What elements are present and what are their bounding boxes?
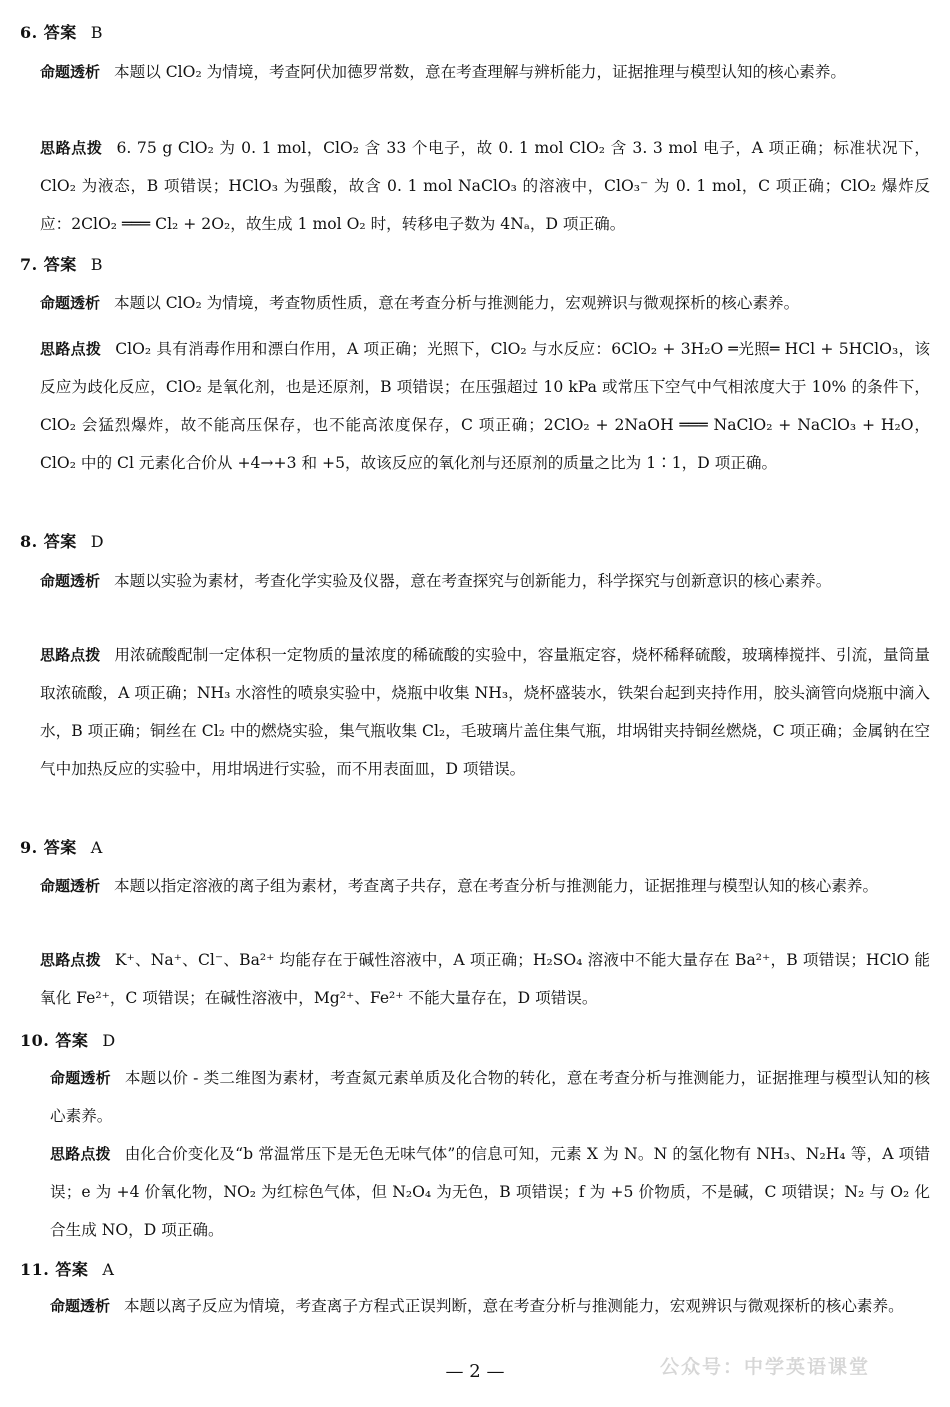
analysis-text: 本题以实验为素材，考查化学实验及仪器，意在考查探究与创新能力，科学探究与创新意识的核心素养。	[114, 572, 832, 590]
watermark: 公众号：中学英语课堂	[660, 1356, 871, 1378]
question-8-title: 8. 答案	[20, 532, 77, 551]
question-10-answer: D	[102, 1031, 116, 1050]
solution-label: 思路点拨	[40, 139, 103, 157]
question-7-title: 7. 答案	[20, 255, 77, 274]
question-7-solution	[40, 330, 930, 482]
question-6-title: 6. 答案	[20, 23, 77, 42]
question-11-analysis	[50, 1287, 930, 1325]
analysis-label: 命题透析	[50, 1297, 111, 1315]
analysis-text: 本题以 ClO₂ 为情境，考查阿伏加德罗常数，意在考查理解与辨析能力，证据推理与模型认知的核心素养。	[114, 63, 847, 81]
solution-text: 用浓硫酸配制一定体积一定物质的量浓度的稀硫酸的实验中，容量瓶定容，烧杯稀释硫酸，玻璃棒搅拌、引流，量筒量取浓硫酸，A 项正确；NH₃ 水溶性的喷泉实验中，烧瓶中收集 NH₃，烧杯盛装水，铁架台起到夹持作用，胶头滴管向烧瓶中滴入水，B 项正确；铜丝在 Cl₂ 中的燃烧实验，集气瓶收集 Cl₂，毛玻璃片盖住集气瓶，坩埚钳夹持铜丝燃烧，C 项正确；金属钠在空气中加热反应的实验中，用坩埚进行实验，而不用表面皿，D 项错误。	[40, 646, 930, 778]
question-10-title: 10. 答案	[20, 1031, 89, 1050]
analysis-label: 命题透析	[50, 1069, 111, 1087]
question-11-answer: A	[102, 1260, 115, 1279]
analysis-label: 命题透析	[40, 294, 101, 312]
solution-label: 思路点拨	[40, 340, 102, 358]
question-9-answer: A	[90, 838, 103, 857]
question-9-analysis	[40, 867, 930, 905]
page-number: — 2 —	[445, 1361, 505, 1382]
solution-label: 思路点拨	[40, 951, 101, 969]
question-8-analysis	[40, 562, 930, 600]
question-6-answer: B	[90, 23, 104, 42]
question-9-solution	[40, 941, 930, 1017]
solution-text: 6. 75 g ClO₂ 为 0. 1 mol，ClO₂ 含 33 个电子，故 0. 1 mol ClO₂ 含 3. 3 mol 电子，A 项正确；标准状况下，ClO₂ 为液态，B 项错误；HClO₃ 为强酸，故含 0. 1 mol NaClO₃ 的溶液中，ClO₃⁻ 为 0. 1 mol，C 项正确；ClO₂ 爆炸反应：2ClO₂ ═══ Cl₂ + 2O₂，故生成 1 mol O₂ 时，转移电子数为 4Nₐ，D 项正确。	[40, 139, 930, 233]
question-8-solution	[40, 636, 930, 788]
analysis-label: 命题透析	[40, 63, 101, 81]
solution-label: 思路点拨	[40, 646, 101, 664]
question-10-header	[20, 1028, 116, 1051]
question-7-answer: B	[90, 255, 104, 274]
question-7-analysis	[40, 284, 930, 322]
question-8-answer: D	[90, 532, 105, 551]
analysis-text: 本题以离子反应为情境，考查离子方程式正误判断，意在考查分析与推测能力，宏观辨识与微观探析的核心素养。	[124, 1297, 904, 1315]
solution-text: 由化合价变化及“b 常温常压下是无色无味气体”的信息可知，元素 X 为 N。N 的氢化物有 NH₃、N₂H₄ 等，A 项错误；e 为 +4 价氧化物，NO₂ 为红棕色气体，但 N₂O₄ 为无色，B 项错误；f 为 +5 价物质，不是碱，C 项错误；N₂ 与 O₂ 化合生成 NO，D 项正确。	[50, 1145, 930, 1239]
question-11-title: 11. 答案	[20, 1260, 89, 1279]
analysis-text: 本题以价 - 类二维图为素材，考查氮元素单质及化合物的转化，意在考查分析与推测能力，证据推理与模型认知的核心素养。	[50, 1069, 930, 1125]
question-6-header	[20, 20, 103, 43]
solution-text: ClO₂ 具有消毒作用和漂白作用，A 项正确；光照下，ClO₂ 与水反应：6ClO₂ + 3H₂O ═光照═ HCl + 5HClO₃，该反应为歧化反应，ClO₂ 是氧化剂，也是还原剂，B 项错误；在压强超过 10 kPa 或常压下空气中气相浓度大于 10% 的条件下，ClO₂ 会猛烈爆炸，故不能高压保存，也不能高浓度保存，C 项正确；2ClO₂ + 2NaOH ═══ NaClO₂ + NaClO₃ + H₂O，ClO₂ 中的 Cl 元素化合价从 +4→+3 和 +5，故该反应的氧化剂与还原剂的质量之比为 1∶1，D 项正确。	[40, 340, 930, 472]
solution-label: 思路点拨	[50, 1145, 111, 1163]
question-10-analysis	[50, 1059, 930, 1135]
question-8-header	[20, 529, 104, 552]
question-7-header	[20, 252, 103, 275]
question-6-solution	[40, 129, 930, 243]
analysis-label: 命题透析	[40, 572, 101, 590]
question-9-header	[20, 835, 103, 858]
analysis-text: 本题以 ClO₂ 为情境，考查物质性质，意在考查分析与推测能力，宏观辨识与微观探析的核心素养。	[114, 294, 800, 312]
question-11-header	[20, 1257, 114, 1280]
question-9-title: 9. 答案	[20, 838, 77, 857]
solution-text: K⁺、Na⁺、Cl⁻、Ba²⁺ 均能存在于碱性溶液中，A 项正确；H₂SO₄ 溶液中不能大量存在 Ba²⁺，B 项错误；HClO 能氧化 Fe²⁺，C 项错误；在碱性溶液中，Mg²⁺、Fe²⁺ 不能大量存在，D 项错误。	[40, 951, 930, 1007]
question-10-solution	[50, 1135, 930, 1249]
analysis-label: 命题透析	[40, 877, 101, 895]
question-6-analysis	[40, 53, 930, 129]
analysis-text: 本题以指定溶液的离子组为素材，考查离子共存，意在考查分析与推测能力，证据推理与模型认知的核心素养。	[114, 877, 879, 895]
